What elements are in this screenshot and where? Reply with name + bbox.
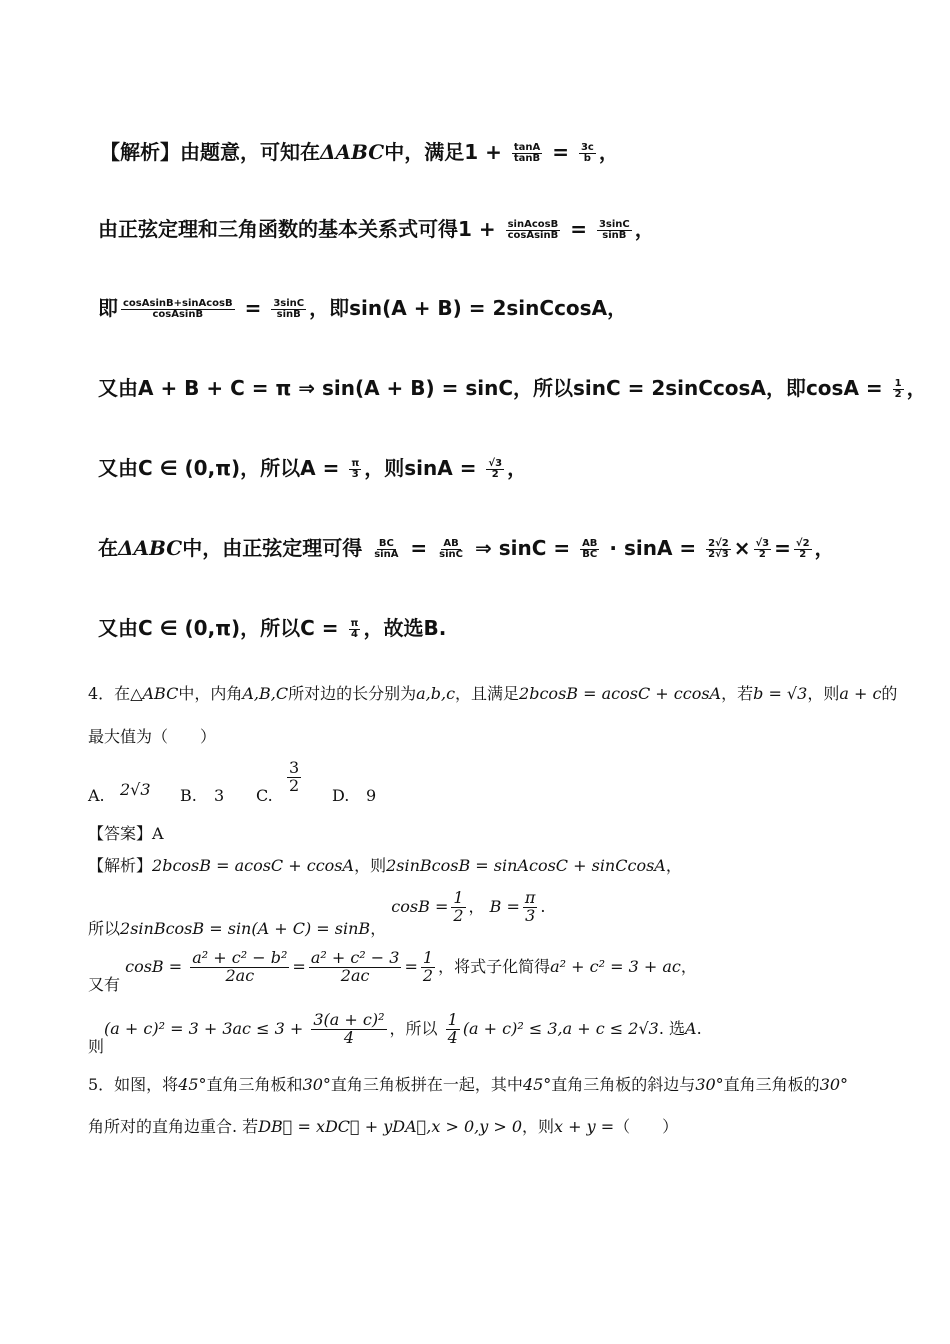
solution-line-6: 在ΔABC中，由正弦定理可得 $\frac{BC}{\sin A}$ = $\frac{AB}{\sin C}$ ⇒ sinC = $\frac{AB}{BC}$ · sinA = $\frac{2√2}{2√3}$ × $\frac{√3}{2}$ = $\frac{√2}{2}$ ， [98,536,835,560]
fraction: $\frac{2√2}{2√3}$ [708,537,729,560]
solution-line-1: 【解析】由题意，可知在ΔABC中，满足1 + $\frac{\tan A}{\tan B}$ = $\frac{3c}{b}$ ， [100,140,619,164]
fraction: $\frac{\text{cosAsinB+sinAcosB}}{\text{cosAsinB}}$ [123,297,233,320]
option-b-value: 3 [214,786,225,805]
option-c-value: $\frac{3}{2}$ [289,758,300,795]
fraction: $\frac{1}{2}$ [894,377,902,400]
fraction: $\frac{AB}{BC}$ [582,537,598,560]
math: = [552,140,569,164]
option-a-value: 2√3 [120,780,151,799]
fraction: $\frac{\text{sinAcosB}}{\text{cosAsinB}}$ [507,218,559,241]
q4-stem-line-1: 4．在△ABC中，内角A,B,C所对边的长分别为a,b,c，且满足2bcosB = acosC + ccosA，若b = √3，则a + c的 [88,684,898,703]
fraction: $\frac{\text{a² + c² − b²}}{2ac}$ [192,948,288,985]
fraction: $\frac{√3}{2}$ [488,457,503,480]
fraction: $\frac{AB}{\sin C}$ [439,537,463,560]
fraction: $\frac{√2}{2}$ [795,537,810,560]
text: 【解析】由题意，可知在 [100,140,320,164]
text: 中，满足 [384,140,465,164]
q4-options [88,760,508,810]
q4-answer: 【答案】A [88,824,164,843]
math: ΔABC [320,140,385,164]
math: 1 + [464,140,502,164]
option-d-label: D. [332,786,350,805]
fraction: $\frac{3\sin C}{\sin B}$ [598,218,630,241]
solution-line-4: 又由A + B + C = π ⇒ sin(A + B) = sinC，所以sinC = 2sinCcosA，即cosA = $\frac{1}{2}$ ， [98,376,927,400]
fraction: $\frac{\text{3(a + c)²}}{4}$ [313,1010,385,1047]
option-a-label: A. [88,786,105,805]
fraction: $\frac{\pi}{3}$ [351,457,360,480]
solution-line-7: 又由C ∈ (0,π)，所以C = $\frac{\pi}{4}$ ，故选B. [98,616,447,640]
q4-analysis-line-2: 所以2sinBcosB = sin(A + C) = sinB， cosB = $\frac{1}{2}$ ， B = $\frac{\pi}{3}$ . [88,888,546,938]
fraction: $\frac{BC}{\sin A}$ [374,537,399,560]
option-d-value: 9 [366,786,377,805]
fraction: $\frac{1}{4}$ [447,1010,458,1047]
fraction: $\frac{\tan A}{\tan B}$ [513,141,541,164]
q5-stem-line-2: 角所对的直角边重合. 若DB⃗ = xDC⃗ + yDA⃗,x > 0,y > 0，则x + y =（ ） [88,1117,679,1136]
q4-analysis-line-4: 则(a + c)² = 3 + 3ac ≤ 3 + $\frac{\text{3(a + c)²}}{4}$ ，所以 $\frac{1}{4}$ (a + c)² ≤ 3,a + c ≤ 2√3. 选A. [88,1010,702,1056]
option-c-label: C. [256,786,273,805]
q4-analysis-line-1: 【解析】2bcosB = acosC + ccosA，则2sinBcosB = sinAcosC + sinCcosA， [88,856,682,875]
fraction: $\frac{\text{a² + c² − 3}}{2ac}$ [310,948,400,985]
solution-line-2: 由正弦定理和三角函数的基本关系式可得1 + $\frac{\text{sinAcosB}}{\text{cosAsinB}}$ = $\frac{3\sin C}{\sin B}$ ， [98,217,655,241]
solution-line-3: 即 $\frac{\text{cosAsinB+sinAcosB}}{\text{cosAsinB}}$ = $\frac{3\sin C}{\sin B}$ ，即sin(A + B) = 2sinCcosA， [98,296,628,320]
fraction: $\frac{1}{2}$ [453,888,464,925]
fraction: $\frac{1}{2}$ [422,948,434,985]
q5-stem-line-1: 5．如图，将45°直角三角板和30°直角三角板拼在一起，其中45°直角三角板的斜边与30°直角三角板的30° [88,1075,849,1094]
fraction: $\frac{3c}{b}$ [580,141,594,164]
solution-line-5: 又由C ∈ (0,π)，所以A = $\frac{\pi}{3}$ ，则sinA = $\frac{√3}{2}$ ， [98,456,528,480]
option-b-label: B. [180,786,197,805]
fraction: $\frac{\pi}{4}$ [350,617,359,640]
q4-analysis-line-3: 又有 cosB = $\frac{\text{a² + c² − b²}}{2ac}$ = $\frac{\text{a² + c² − 3}}{2ac}$ = $\frac{1}{2}$ ，将式子化简得a² + c² = 3 + ac， [88,948,697,994]
fraction: $\frac{\pi}{3}$ [524,888,536,925]
q4-stem-line-2: 最大值为（ ） [88,727,217,746]
fraction: $\frac{√3}{2}$ [755,537,770,560]
fraction: $\frac{3\sin C}{\sin B}$ [273,297,305,320]
